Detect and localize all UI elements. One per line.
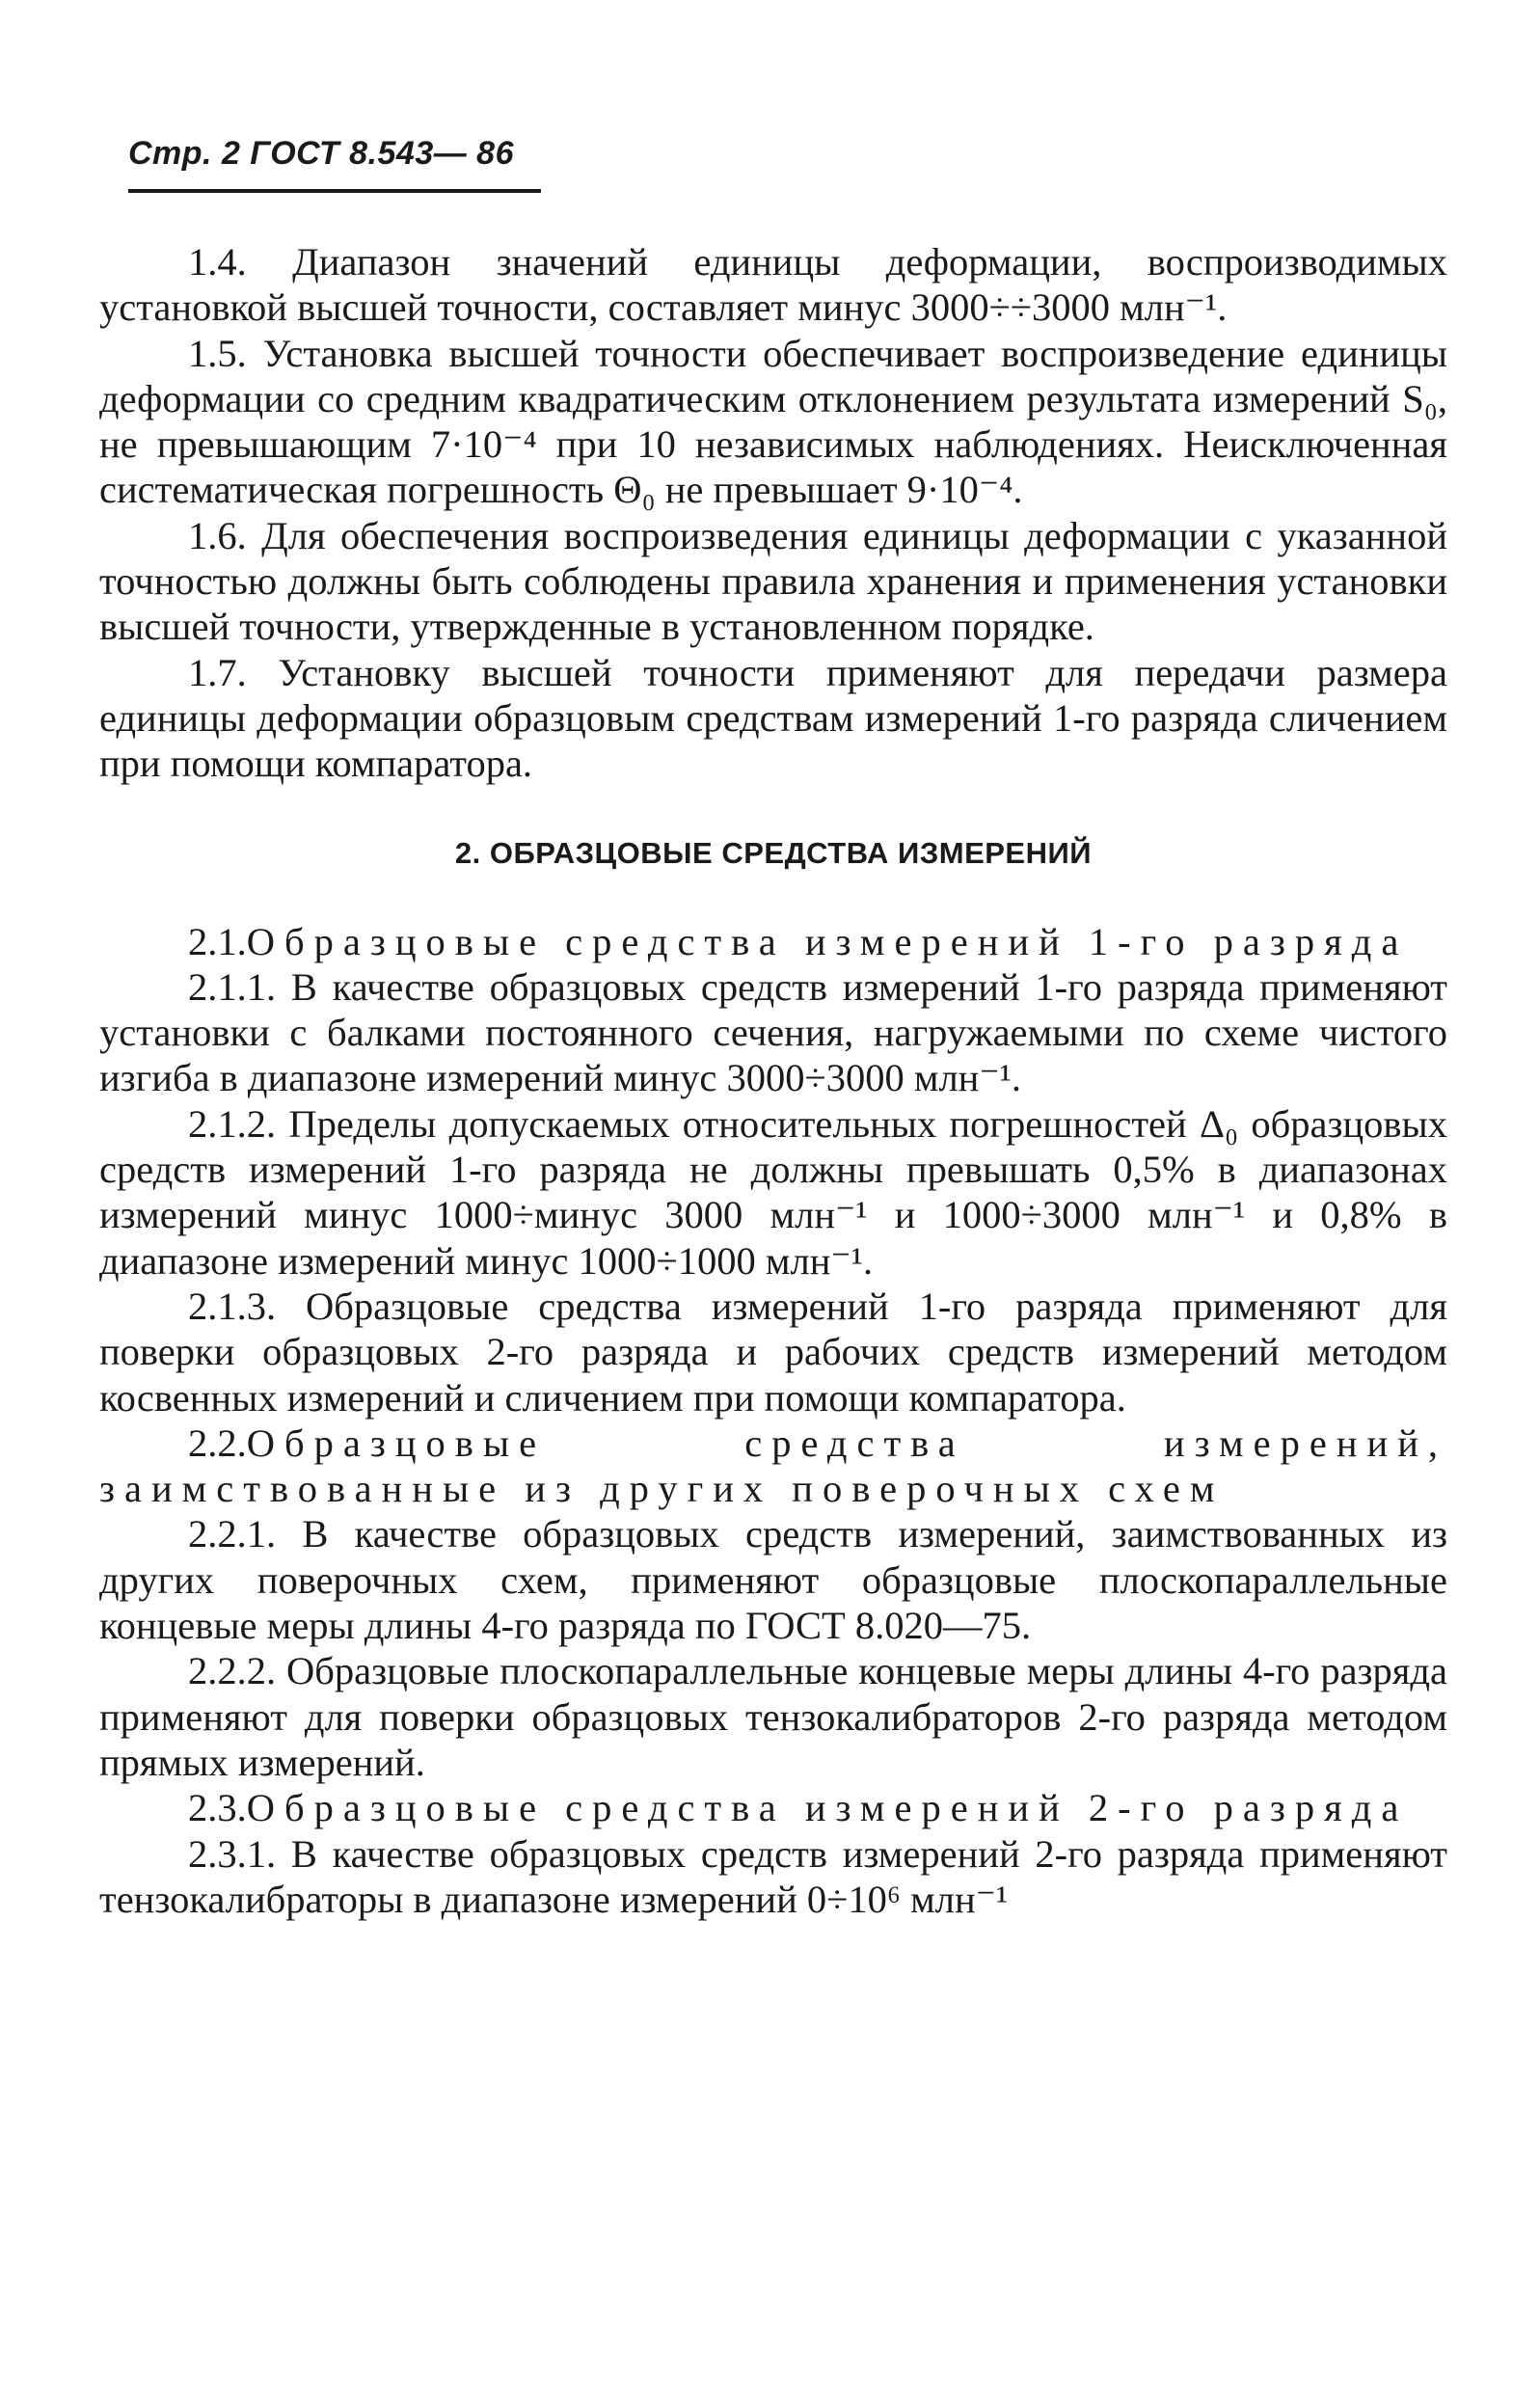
paragraph-1-4: 1.4. Диапазон значений единицы деформации, воспроизводимых установкой высшей точности, составляет минус 3000÷÷3000 млн⁻¹. — [99, 240, 1447, 330]
paragraph-2-1-2: 2.1.2. Пределы допускаемых относительных погрешностей Δ₀ образцовых средств измерений 1-го разряда не должны превышать 0,5% в диапазонах измерений минус 1000÷минус 3000 млн⁻¹ и 1000÷3000 млн⁻¹ и 0,8% в диапазоне измерений минус 1000÷1000 млн⁻¹. — [99, 1101, 1447, 1283]
paragraph-2-3 — [99, 1785, 1447, 1830]
paragraph-1-6: 1.6. Для обеспечения воспроизведения единицы деформации с указанной точностью должны быть соблюдены правила хранения и применения установки высшей точности, утвержденные в установленном порядке. — [99, 513, 1447, 649]
paragraph-2-3-heading: Образцовые средства измерений 2-го разряда — [246, 1786, 1409, 1830]
document-body — [99, 239, 1447, 1922]
paragraph-2-2 — [99, 1420, 1447, 1512]
paragraph-2-2-number: 2.2. — [188, 1420, 247, 1465]
paragraph-2-1 — [99, 919, 1447, 964]
paragraph-2-1-number: 2.1. — [188, 919, 247, 963]
paragraph-2-3-number: 2.3. — [188, 1786, 247, 1830]
paragraph-2-3-1: 2.3.1. В качестве образцовых средств измерений 2-го разряда применяют тензокалибраторы в диапазоне измерений 0÷10⁶ млн⁻¹ — [99, 1831, 1447, 1921]
paragraph-2-1-3: 2.1.3. Образцовые средства измерений 1-го разряда применяют для поверки образцовых 2-го разряда и рабочих средств измерений методом косвенных измерений и сличением при помощи компаратора. — [99, 1284, 1447, 1420]
paragraph-2-2-1: 2.2.1. В качестве образцовых средств измерений, заимствованных из других поверочных схем, применяют образцовые плоскопараллельные концевые меры длины 4-го разряда по ГОСТ 8.020—75. — [99, 1512, 1447, 1648]
section-2-title: 2. ОБРАЗЦОВЫЕ СРЕДСТВА ИЗМЕРЕНИЙ — [454, 835, 1093, 870]
paragraph-1-7: 1.7. Установку высшей точности применяют для передачи размера единицы деформации образцовым средствам измерений 1-го разряда сличением при помощи компаратора. — [99, 650, 1447, 786]
paragraph-2-2-2: 2.2.2. Образцовые плоскопараллельные концевые меры длины 4-го разряда применяют для поверки образцовых тензокалибраторов 2-го разряда методом прямых измерений. — [99, 1649, 1447, 1784]
paragraph-1-5: 1.5. Установка высшей точности обеспечивает воспроизведение единицы деформации со средним квадратическим отклонением результата измерений S₀, не превышающим 7·10⁻⁴ при 10 независимых наблюдениях. Неисключенная систематическая погрешность Θ₀ не превышает 9·10⁻⁴. — [99, 331, 1447, 512]
page-header: Стр. 2 ГОСТ 8.543— 86 — [128, 135, 514, 172]
paragraph-2-1-1: 2.1.1. В качестве образцовых средств измерений 1-го разряда применяют установки с балками постоянного сечения, нагружаемыми по схеме чистого изгиба в диапазоне измерений минус 3000÷3000 млн⁻¹. — [99, 964, 1447, 1100]
header-rule — [128, 189, 541, 193]
paragraph-2-1-heading: Образцовые средства измерений 1-го разряда — [246, 919, 1409, 963]
paragraph-2-2-heading: Образцовые средства измерений, заимствованные из других поверочных схем — [99, 1420, 1447, 1511]
